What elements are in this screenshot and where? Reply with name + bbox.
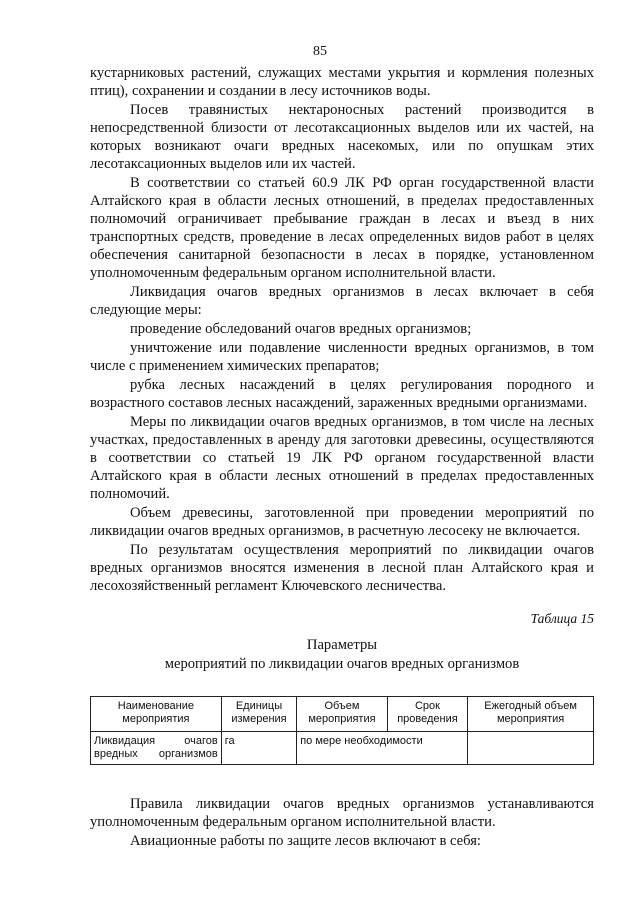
cell-volume-term: по мере необходимости	[297, 732, 468, 765]
header-unit: Единицы измерения	[221, 697, 296, 732]
cell-unit: га	[221, 732, 296, 765]
header-annual: Ежегодный объем мероприятия	[468, 697, 594, 732]
cell-annual	[468, 732, 594, 765]
paragraph: В соответствии со статьей 60.9 ЛК РФ орган государственной власти Алтайского края в области лесных отношений, в пределах предоставленных полномочий ограничивает пребывание граждан в лесах и въезд в них транспортных средств, проведение в лесах определенных видов работ в целях обеспечения санитарной безопасности в лесах в порядке, установленном уполномоченным федеральным органом исполнительной власти.	[90, 175, 594, 281]
header-volume: Объем мероприятия	[297, 697, 388, 732]
table-number: Таблица 15	[530, 611, 594, 626]
paragraph: уничтожение или подавление численности вредных организмов, в том числе с применением химических препаратов;	[90, 340, 594, 374]
cell-name: Ликвидация очагов вредных организмов	[91, 732, 222, 765]
paragraph: Ликвидация очагов вредных организмов в лесах включает в себя следующие меры:	[90, 284, 594, 318]
table-title-line1: Параметры	[306, 637, 378, 653]
after-paragraph-list	[90, 795, 594, 850]
params-table	[90, 696, 594, 765]
paragraph: кустарниковых растений, служащих местами укрытия и кормления полезных птиц), сохранении и создании в лесу источников воды.	[90, 65, 594, 99]
header-name: Наименование мероприятия	[91, 697, 222, 732]
paragraph: проведение обследований очагов вредных организмов;	[130, 321, 472, 337]
table-row	[91, 732, 594, 765]
page-body	[90, 64, 594, 850]
table-title	[90, 636, 594, 674]
header-term: Срок проведения	[387, 697, 467, 732]
paragraph: рубка лесных насаждений в целях регулирования породного и возрастного составов лесных насаждений, зараженных вредными организмами.	[90, 377, 594, 411]
paragraph: Авиационные работы по защите лесов включают в себя:	[130, 833, 481, 849]
paragraph: Меры по ликвидации очагов вредных организмов, в том числе на лесных участках, предоставленных в аренду для заготовки древесины, осуществляются в соответствии со статьей 19 ЛК РФ органом государственной власти Алтайского края в области лесных отношений в пределах предоставленных полномочий.	[90, 414, 594, 502]
paragraph-list	[90, 64, 594, 595]
paragraph: Объем древесины, заготовленной при проведении мероприятий по ликвидации очагов вредных организмов, в расчетную лесосеку не включается.	[90, 505, 594, 539]
table-header-row	[91, 697, 594, 732]
paragraph: По результатам осуществления мероприятий по ликвидации очагов вредных организмов вносятся изменения в лесной план Алтайского края и лесохозяйственный регламент Ключевского лесничества.	[90, 542, 594, 594]
page-number: 85	[313, 44, 327, 59]
paragraph: Посев травянистых нектароносных растений производится в непосредственной близости от лесотаксационных выделов или их частей, на которых возникают очаги вредных насекомых, или по опушкам этих лесотаксационных выделов или их частей.	[90, 102, 594, 172]
paragraph: Правила ликвидации очагов вредных организмов устанавливаются уполномоченным федеральным органом исполнительной власти.	[90, 796, 594, 830]
table-title-line2: мероприятий по ликвидации очагов вредных организмов	[164, 656, 520, 672]
